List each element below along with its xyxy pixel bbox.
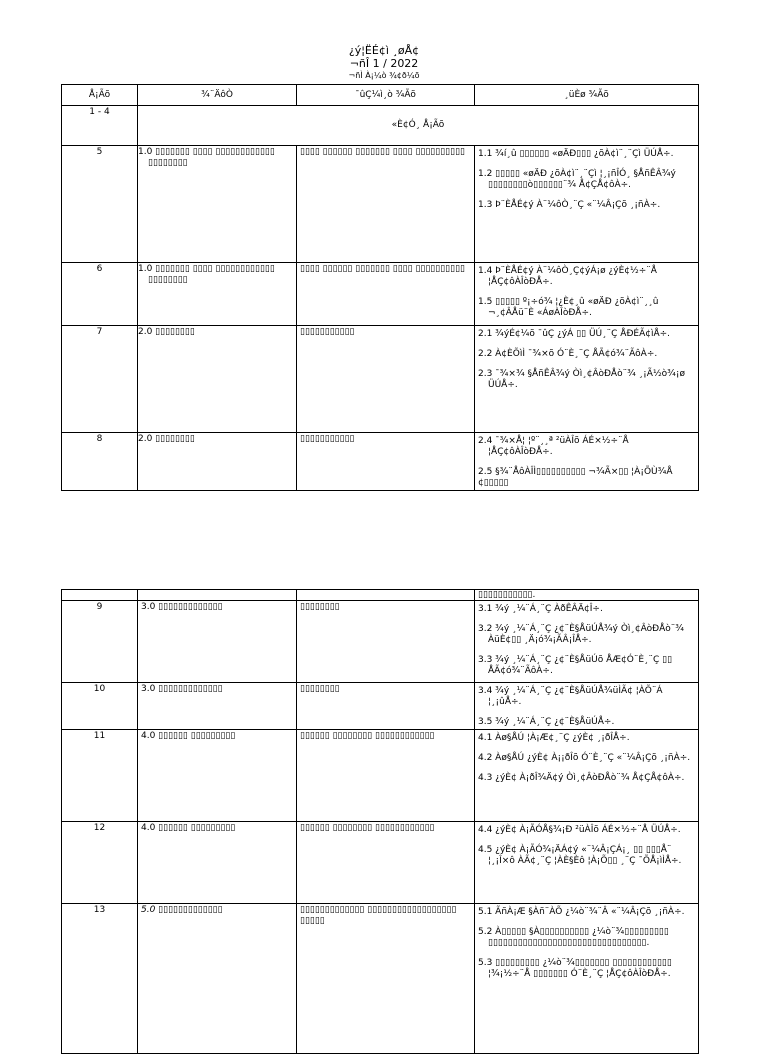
content-cell: ▯▯▯▯▯▯▯▯▯▯▯▯▯ ▯▯▯▯▯▯▯▯▯▯▯▯▯▯▯▯▯▯ ▯▯▯▯▯	[297, 904, 475, 1054]
standard-item: 1.5 ▯▯▯▯▯ º¡÷ó¾ ¦¿È¢¸û «øÄÐ ¿õÀ¢ì¨¸¸û ¬¸¢ÂÅü¨È «ÁøÀÎòÐÅ÷.	[478, 297, 659, 318]
standards-cell	[475, 263, 699, 326]
standard-item: 5.3 ▯▯▯▯▯▯▯▯▯ ¿¼ò¨¾▯▯▯▯▯▯▯ ▯▯▯▯▯▯▯▯▯▯▯▯ ¦¾¡½÷¨Å ▯▯▯▯▯▯▯ Ó¨È¸¨Ç ¦ÅÇ¢ôÀÎòÐÅ÷.	[478, 958, 672, 979]
standard-item: 4.1 Àø§ÅÚ ¦À¡Æ¢¸¨Ç ¿ýÈ¢ ¸¡ðÎÅ÷.	[478, 733, 630, 743]
content-cell: ▯▯▯▯▯▯ ▯▯▯▯▯▯▯▯ ▯▯▯▯▯▯▯▯▯▯▯▯	[297, 730, 475, 822]
week-cell: 9	[62, 601, 138, 683]
topic-cell: 5.0 ▯▯▯▯▯▯▯▯▯▯▯▯▯	[138, 904, 297, 1054]
content-cell: ▯▯▯▯▯▯▯▯▯▯▯	[297, 433, 475, 491]
intro-week-cell: «È¢Ó¸ Å¡Ãõ	[138, 106, 699, 146]
standards-carry-over: ▯▯▯▯▯▯▯▯▯▯▯.	[475, 590, 699, 601]
standard-item: 3.1 ¾ý ¸¼¨Á¸¨Ç ÀðÊÂÄ¢Î÷.	[478, 604, 603, 614]
standard-item: 1.3 Þ¨ÈÅÉ¢ý À¨¼ôÒ¸¨Ç «¨¼Â¡Çõ ¸¡ñÀ÷.	[478, 200, 661, 210]
standard-item: 2.1 ¾ýÉ¢¼õ ¯ûÇ ¿ýÁ ▯▯ ÜÚ¸¨Ç ÅÐÉÃ¢ìÅ÷.	[478, 329, 671, 339]
table-row	[62, 683, 699, 730]
content-cell: ▯▯▯▯▯▯▯▯▯▯▯	[297, 326, 475, 433]
standards-cell	[475, 730, 699, 822]
standard-item: 4.4 ¿ýÈ¢ À¡ÃÓÅ§¾¡Ð ²üÀÎõ ÁÉ×½÷¨Å ÜÚÅ÷.	[478, 825, 681, 835]
standards-cell	[475, 326, 699, 433]
standard-item: 5.2 À▯▯▯▯▯ §À▯▯▯▯▯▯▯▯▯▯ ¿¼ò¨¾▯▯▯▯▯▯▯▯▯ ▯▯▯▯▯▯▯▯▯▯▯▯▯▯▯▯▯▯▯▯▯▯▯▯▯▯▯▯▯▯▯▯.	[478, 927, 669, 948]
week-cell: 12	[62, 822, 138, 904]
document-title: ¿ý¦ËÉ¢ì ¸øÅ¢	[348, 44, 420, 57]
standard-item: 3.5 ¾ý ¸¼¨Á¸¨Ç ¿¢¨È§ÅüÚÅ÷.	[478, 717, 615, 727]
content-cell: ▯▯▯▯ ▯▯▯▯▯▯ ▯▯▯▯▯▯▯ ▯▯▯▯ ▯▯▯▯▯▯▯▯▯▯	[297, 263, 475, 326]
standard-item: 3.2 ¾ý ¸¼¨Á¸¨Ç ¿¢¨È§ÅüÚÅ¾ý Òì¸¢ÂòÐÅò¨¾ ÀüÈ¢▯▯ ¸Ä¡ó¾¡ÃÂ¡ÎÅ÷.	[478, 624, 684, 645]
table-row	[62, 904, 699, 1054]
standard-item: 5.1 ÃñÀ¡Æ §Àñ¨ÀÕ ¿¼ò¨¾¨Â «¨¼Â¡Çõ ¸¡ñÀ÷.	[478, 907, 685, 917]
standard-item: 1.1 ¾í¸û ▯▯▯▯▯▯ «øÄÐ▯▯▯ ¿õÀ¢ì¨¸¨Çì ÜÚÅ÷.	[478, 149, 674, 159]
standard-item: 2.5 §¾¨ÅôÀÎÌ▯▯▯▯▯▯▯▯▯▯ ¬¾Ã×▯▯ ¦À¡ÕÙ¾Å ¢▯▯▯▯▯	[478, 467, 673, 488]
content-cell: ▯▯▯▯▯▯▯▯	[297, 683, 475, 730]
standard-item: 3.3 ¾ý ¸¼¨Á¸¨Ç ¿¢¨È§ÅüÚõ ÅÆ¢Ó¨È¸¨Ç ▯▯ ÅÃ¢ó¾¨ÃôÀ÷.	[478, 655, 673, 676]
week-cell: 5	[62, 146, 138, 263]
topic-cell: 4.0 ▯▯▯▯▯▯ ▯▯▯▯▯▯▯▯▯	[138, 730, 297, 822]
week-cell: 8	[62, 433, 138, 491]
document-subtitle: ¬ñÌ À¡¼ò ¾¢ð¼õ	[348, 71, 420, 80]
column-header-week: Å¡Ãõ	[62, 85, 138, 106]
lesson-plan-table-1	[61, 84, 699, 491]
standards-cell	[475, 822, 699, 904]
topic-cell: 2.0 ▯▯▯▯▯▯▯▯	[138, 433, 297, 491]
standards-cell	[475, 683, 699, 730]
content-cell: ▯▯▯▯▯▯▯▯	[297, 601, 475, 683]
standard-item: 4.3 ¿ýÈ¢ À¡ðÎ¾Ä¢ý Òì¸¢ÂòÐÅò¨¾ Å¢ÇÅ¢ôÀ÷.	[478, 773, 685, 783]
content-cell: ▯▯▯▯ ▯▯▯▯▯▯ ▯▯▯▯▯▯▯ ▯▯▯▯ ▯▯▯▯▯▯▯▯▯▯	[297, 146, 475, 263]
standard-item: 4.2 Àø§ÅÚ ¿ýÈ¢ À¡¡ðÎõ Ó¨È¸¨Ç «¨¼Â¡Çõ ¸¡ñÀ÷.	[478, 753, 691, 763]
table-row	[62, 590, 699, 601]
week-cell: 13	[62, 904, 138, 1054]
standard-item: 2.2 À¢ÈÕìÌ ¯¾×õ Ó¨È¸¨Ç ÅÃ¢ó¾¨ÃôÀ÷.	[478, 349, 658, 359]
standards-cell	[475, 601, 699, 683]
table-row	[62, 730, 699, 822]
column-header-standards: ¸üÈø ¾Ãõ	[475, 85, 699, 106]
week-cell: 11	[62, 730, 138, 822]
term-label: ¬ñÎ 1 / 2022	[349, 57, 419, 70]
topic-cell: 4.0 ▯▯▯▯▯▯ ▯▯▯▯▯▯▯▯▯	[138, 822, 297, 904]
table-header-row	[62, 85, 699, 106]
week-cell	[62, 590, 138, 601]
week-cell: 1 - 4	[62, 106, 138, 146]
table-row	[62, 433, 699, 491]
standard-item: 3.4 ¾ý ¸¼¨Á¸¨Ç ¿¢¨È§ÅüÚÅ¾üÌÃ¢ ¦ÀÕ¨Á ¦¸¡ûÅ÷.	[478, 686, 663, 707]
column-header-content: ¯ûÇ¼ì¸ò ¾Ãõ	[297, 85, 475, 106]
standards-cell	[475, 433, 699, 491]
table-row	[62, 601, 699, 683]
standard-item: 2.3 ¯¾×¾ §ÅñÊÂ¾ý Òì¸¢ÂòÐÅò¨¾ ¸¡Ã½ò¾¡ø ÜÚÅ÷.	[478, 369, 686, 390]
table-row	[62, 263, 699, 326]
content-cell: ▯▯▯▯▯▯ ▯▯▯▯▯▯▯▯ ▯▯▯▯▯▯▯▯▯▯▯▯	[297, 822, 475, 904]
topic-cell: 3.0 ▯▯▯▯▯▯▯▯▯▯▯▯▯	[138, 683, 297, 730]
topic-cell	[138, 590, 297, 601]
topic-cell: 1.0 ▯▯▯▯▯▯▯ ▯▯▯▯ ▯▯▯▯▯▯▯▯▯▯▯▯ ▯▯▯▯▯▯▯▯	[138, 146, 297, 263]
week-cell: 7	[62, 326, 138, 433]
standards-cell	[475, 904, 699, 1054]
standards-cell	[475, 146, 699, 263]
topic-cell: 2.0 ▯▯▯▯▯▯▯▯	[138, 326, 297, 433]
table-row	[62, 106, 699, 146]
lesson-plan-table-2	[61, 589, 699, 1054]
content-cell	[297, 590, 475, 601]
standard-item: 1.4 Þ¨ÈÅÉ¢ý À¨¼ôÒ¸Ç¢ýÁ¡ø ¿ýÈ¢½÷¨Å ¦ÅÇ¢ôÀÎòÐÅ÷.	[478, 266, 657, 287]
table-row	[62, 822, 699, 904]
table-row	[62, 326, 699, 433]
topic-cell: 3.0 ▯▯▯▯▯▯▯▯▯▯▯▯▯	[138, 601, 297, 683]
standard-item: 4.5 ¿ýÈ¢ À¡ÃÓ¾¡ÄÁ¢ý «¨¼Â¡ÇÁ¡¸ ▯▯ ▯▯▯Å¨ ¦¸¡Î×ô ÀÃ¢¸¨Ç ¦ÀÈ§Èô ¦À¡Õ▯▯ ¸¨Ç ¯ÕÅ¡ìÌÅ÷.	[478, 845, 682, 866]
standard-item: 2.4 ¯¾×Å¦ ¦º¨¸¸ª ²üÀÎõ ÁÉ×½÷¨Å ¦ÅÇ¢ôÀÎòÐÅ÷.	[478, 436, 629, 457]
week-cell: 10	[62, 683, 138, 730]
week-cell: 6	[62, 263, 138, 326]
standard-item: 1.2 ▯▯▯▯▯ «øÄÐ ¿õÀ¢ì¨¸¨Çì ¦¸¡ñÎÓ¸ §ÅñÊÂ¾ý ▯▯▯▯▯▯▯▯ò▯▯▯▯▯▯¨¾ Å¢ÇÅ¢ôÀ÷.	[478, 169, 676, 190]
column-header-topic: ¾¨ÄôÒ	[138, 85, 297, 106]
table-row	[62, 146, 699, 263]
topic-cell: 1.0 ▯▯▯▯▯▯▯ ▯▯▯▯ ▯▯▯▯▯▯▯▯▯▯▯▯ ▯▯▯▯▯▯▯▯	[138, 263, 297, 326]
